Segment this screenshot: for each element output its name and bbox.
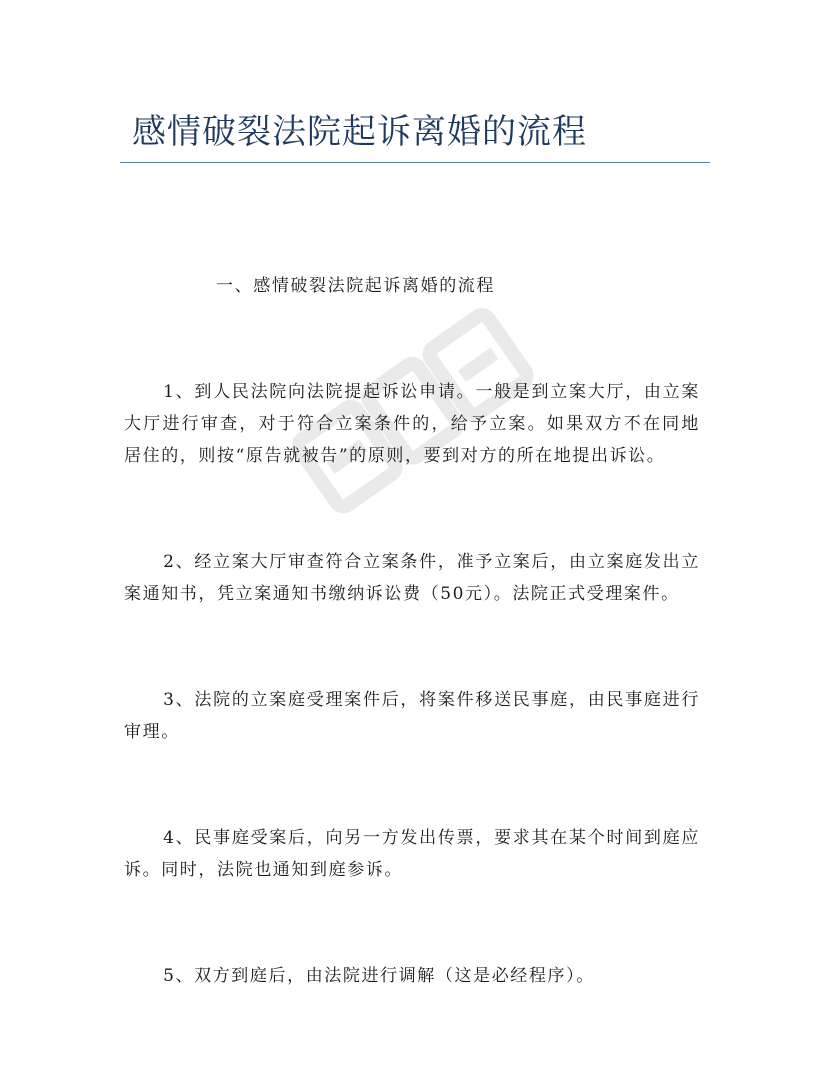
paragraph-step-2: 2、经立案大厅审查符合立案条件，准予立案后，由立案庭发出立案通知书，凭立案通知书缴纳诉讼费（50元）。法院正式受理案件。: [124, 552, 700, 604]
paragraph-step-5: 5、双方到庭后，由法院进行调解（这是必经程序）。: [163, 966, 595, 986]
paragraph-step-4: 4、民事庭受案后，向另一方发出传票，要求其在某个时间到庭应诉。同时，法院也通知到庭参诉。: [124, 828, 700, 880]
paragraph-step-3: 3、法院的立案庭受理案件后，将案件移送民事庭，由民事庭进行审理。: [124, 690, 700, 742]
title-underline: [120, 162, 710, 163]
section-heading: 一、感情破裂法院起诉离婚的流程: [216, 276, 495, 296]
document-title: 感情破裂法院起诉离婚的流程: [132, 112, 587, 152]
paragraph-step-1: 1、到人民法院向法院提起诉讼申请。一般是到立案大厅，由立案大厅进行审查，对于符合立案条件的，给予立案。如果双方不在同地居住的，则按“原告就被告”的原则，要到对方的所在地提出诉讼。: [124, 382, 700, 466]
document-body: [124, 270, 700, 992]
